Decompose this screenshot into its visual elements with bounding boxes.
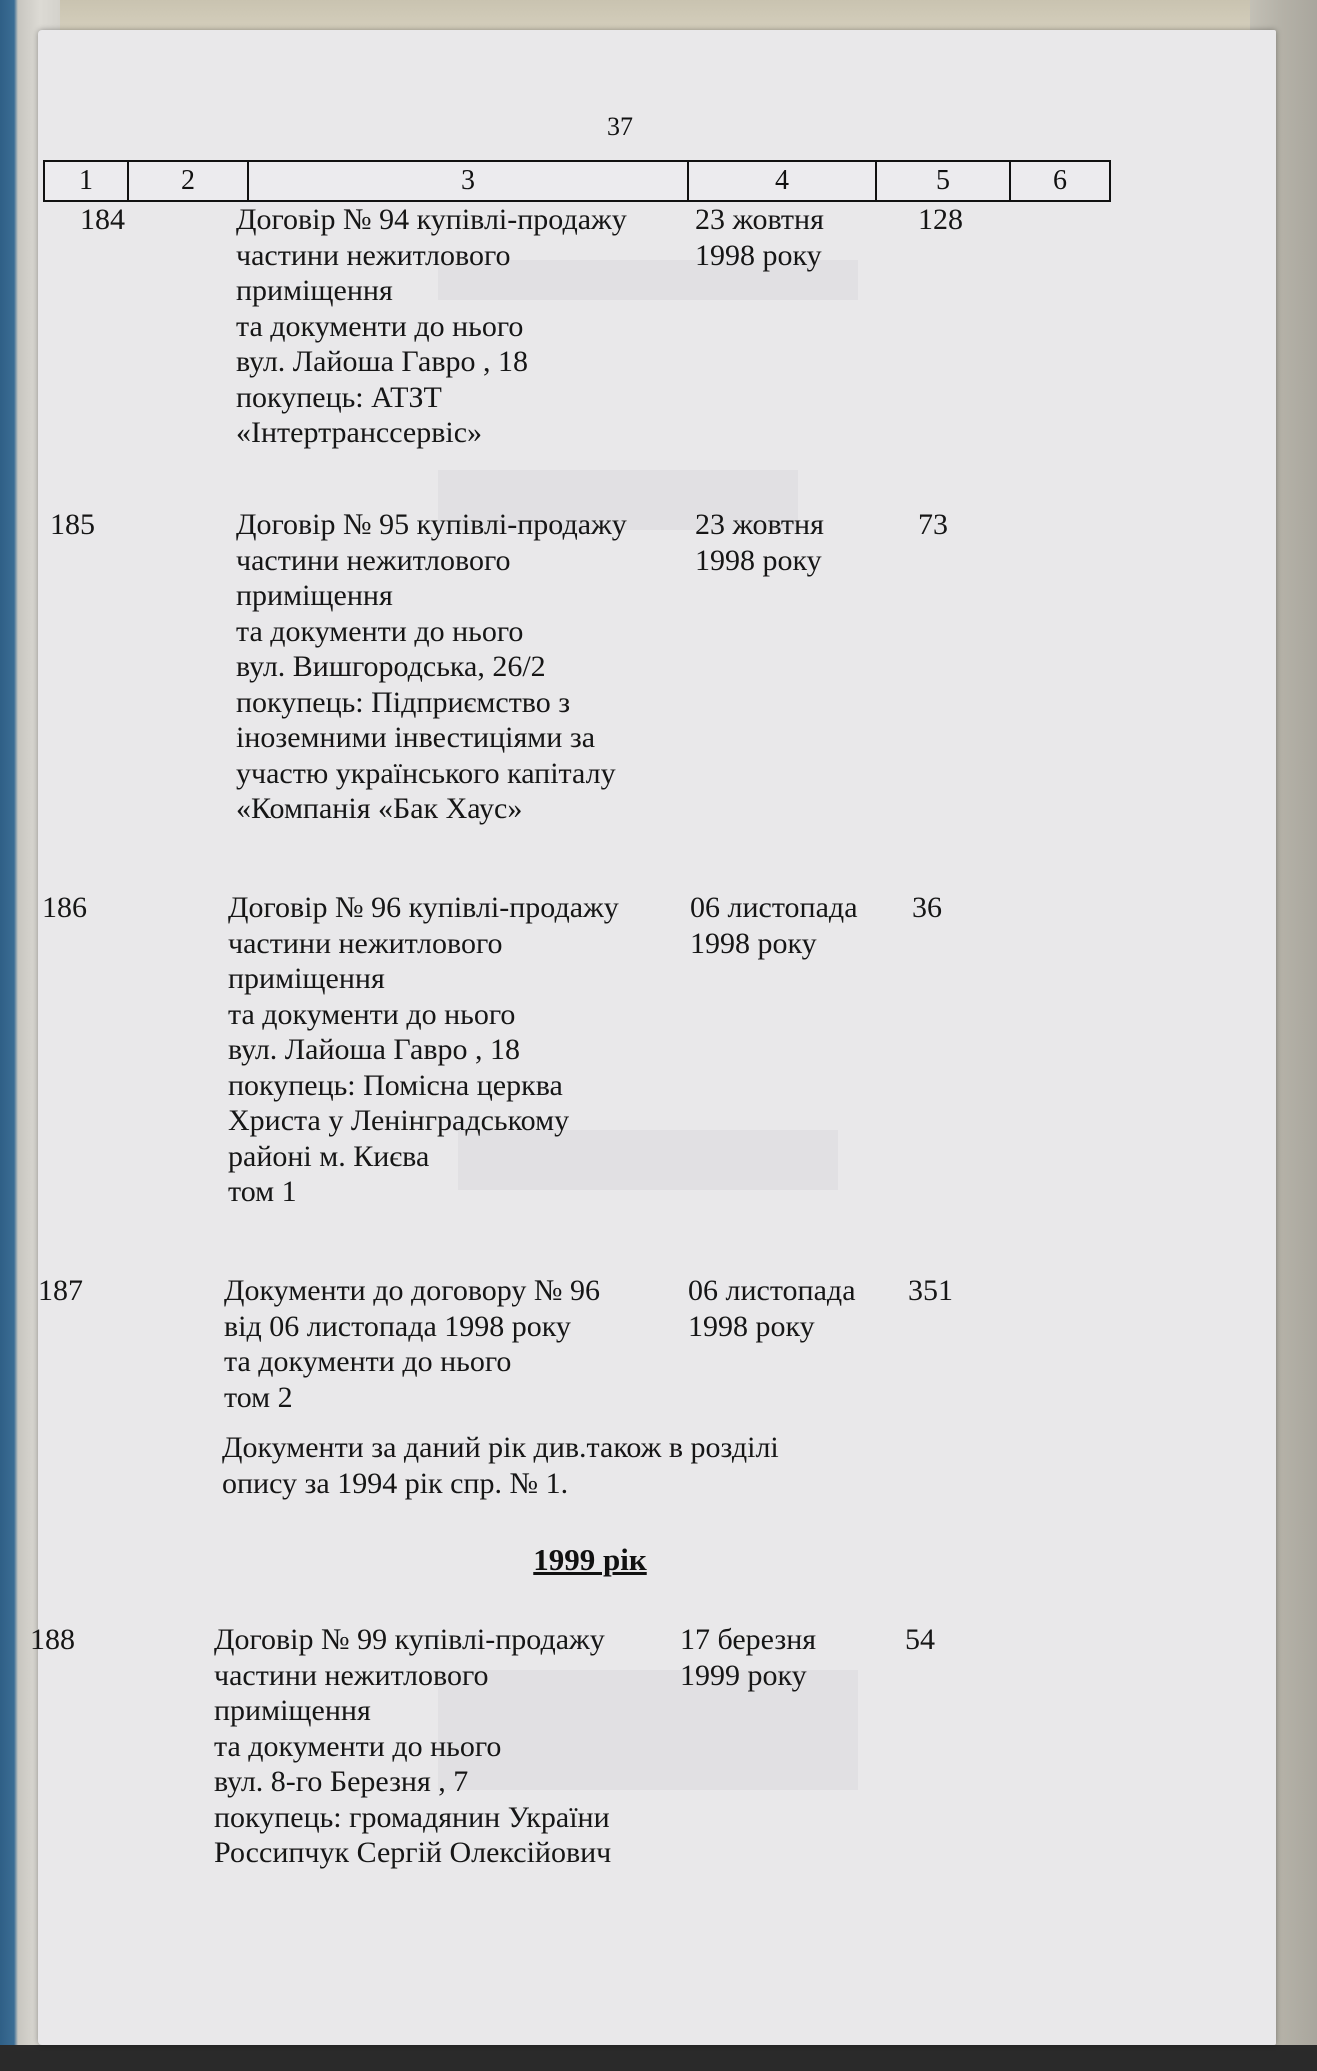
record-sheet-count: 73 — [918, 508, 948, 541]
desk-background-bottom — [0, 2045, 1317, 2071]
record-number: 188 — [30, 1623, 75, 1656]
record-number: 184 — [80, 203, 125, 236]
record-number: 186 — [42, 891, 87, 924]
record-title: Договір № 95 купівлі-продажу частини нежитлового приміщення та документи до нього вул. Вишгородська, 26/2 покупець: Підприємство з іноземними інвестиціями за участю українського капіталу «Компанія «Бак Хаус» — [236, 508, 627, 825]
record-date: 06 листопада 1998 року — [690, 891, 858, 960]
table-column-header — [43, 160, 1111, 202]
year-section-heading: 1999 рік — [533, 1542, 647, 1577]
record-title: Договір № 94 купівлі-продажу частини нежитлового приміщення та документи до нього вул. Лайоша Гавро , 18 покупець: АТЗТ «Інтертранссервіс» — [236, 203, 627, 449]
record-date: 23 жовтня 1998 року — [695, 203, 824, 272]
record-sheet-count: 351 — [908, 1274, 953, 1307]
record-date: 23 жовтня 1998 року — [695, 508, 824, 577]
column-header-4: 4 — [689, 162, 877, 200]
column-header-3: 3 — [249, 162, 689, 200]
record-number: 187 — [38, 1274, 83, 1307]
cross-reference-note: Документи за даний рік див.також в розділі опису за 1994 рік спр. № 1. — [222, 1431, 779, 1500]
record-sheet-count: 54 — [905, 1623, 935, 1656]
column-header-5: 5 — [877, 162, 1011, 200]
column-header-6: 6 — [1053, 165, 1067, 196]
record-title: Документи до договору № 96 від 06 листопада 1998 року та документи до нього том 2 — [224, 1274, 601, 1414]
record-number: 185 — [50, 508, 95, 541]
page-number: 37 — [607, 112, 633, 141]
record-date: 17 березня 1999 року — [680, 1623, 817, 1692]
record-title: Договір № 99 купівлі-продажу частини нежитлового приміщення та документи до нього вул. 8-го Березня , 7 покупець: громадянин України Россипчук Сергій Олексійович — [214, 1623, 612, 1869]
record-title: Договір № 96 купівлі-продажу частини нежитлового приміщення та документи до нього вул. Лайоша Гавро , 18 покупець: Помісна церква Христа у Ленінградському районі м. Києва том 1 — [228, 891, 619, 1208]
column-header-2: 2 — [129, 162, 249, 200]
record-sheet-count: 36 — [912, 891, 942, 924]
record-sheet-count: 128 — [918, 203, 963, 236]
record-date: 06 листопада 1998 року — [688, 1274, 856, 1343]
column-header-1: 1 — [45, 162, 129, 200]
